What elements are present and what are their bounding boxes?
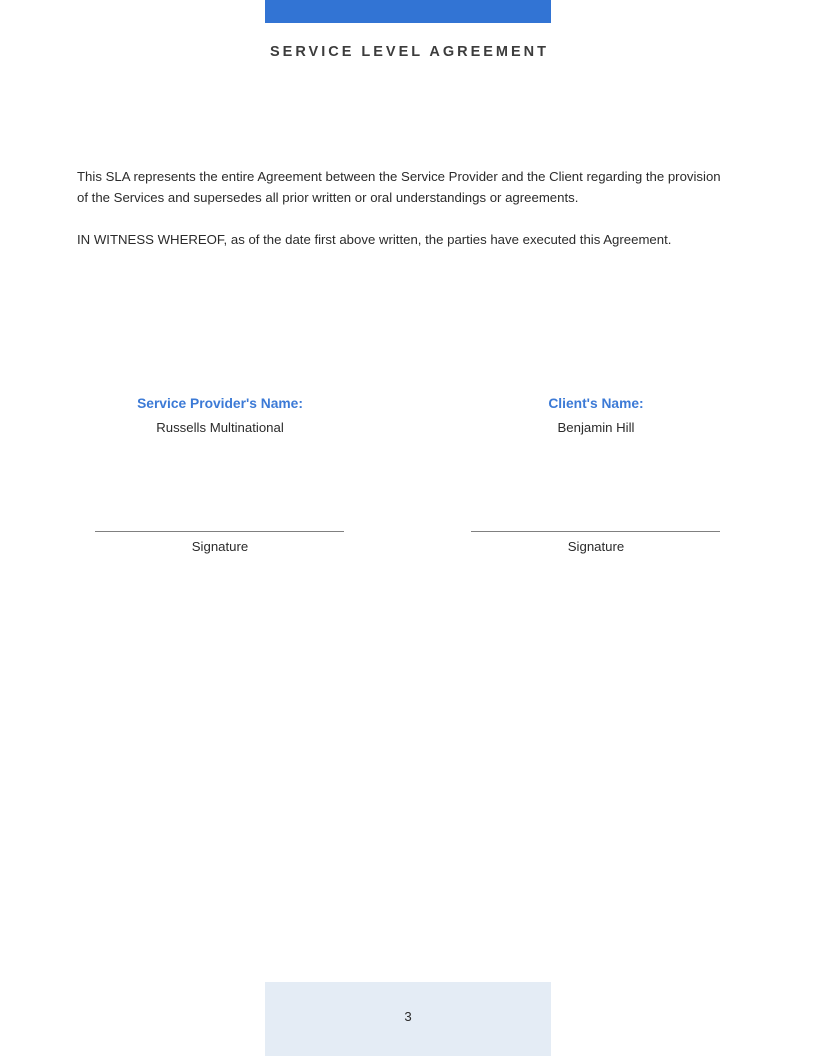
header-accent-bar xyxy=(265,0,551,23)
client-signature-line[interactable] xyxy=(471,531,720,532)
provider-signature-line[interactable] xyxy=(95,531,344,532)
footer-block xyxy=(265,982,551,1056)
page-title: SERVICE LEVEL AGREEMENT xyxy=(269,44,550,60)
provider-signature-label: Signature xyxy=(191,539,249,554)
provider-name-value: Russells Multinational xyxy=(156,420,284,435)
signature-section xyxy=(0,395,816,575)
paragraph-entire-agreement: This SLA represents the entire Agreement between the Service Provider and the Client regarding the provision of the Services and supersedes all prior written or oral understandings or agreements. xyxy=(77,169,721,205)
signature-block-provider xyxy=(70,395,370,437)
signature-block-client xyxy=(446,395,746,437)
paragraph-witness-whereof: IN WITNESS WHEREOF, as of the date first above written, the parties have executed this Agreement. xyxy=(77,232,672,247)
client-name-value: Benjamin Hill xyxy=(557,420,635,435)
client-name-heading: Client's Name: xyxy=(548,396,644,411)
client-signature-label: Signature xyxy=(567,539,625,554)
page-number: 3 xyxy=(404,1009,412,1024)
provider-name-heading: Service Provider's Name: xyxy=(137,396,303,411)
body-content xyxy=(77,166,725,208)
